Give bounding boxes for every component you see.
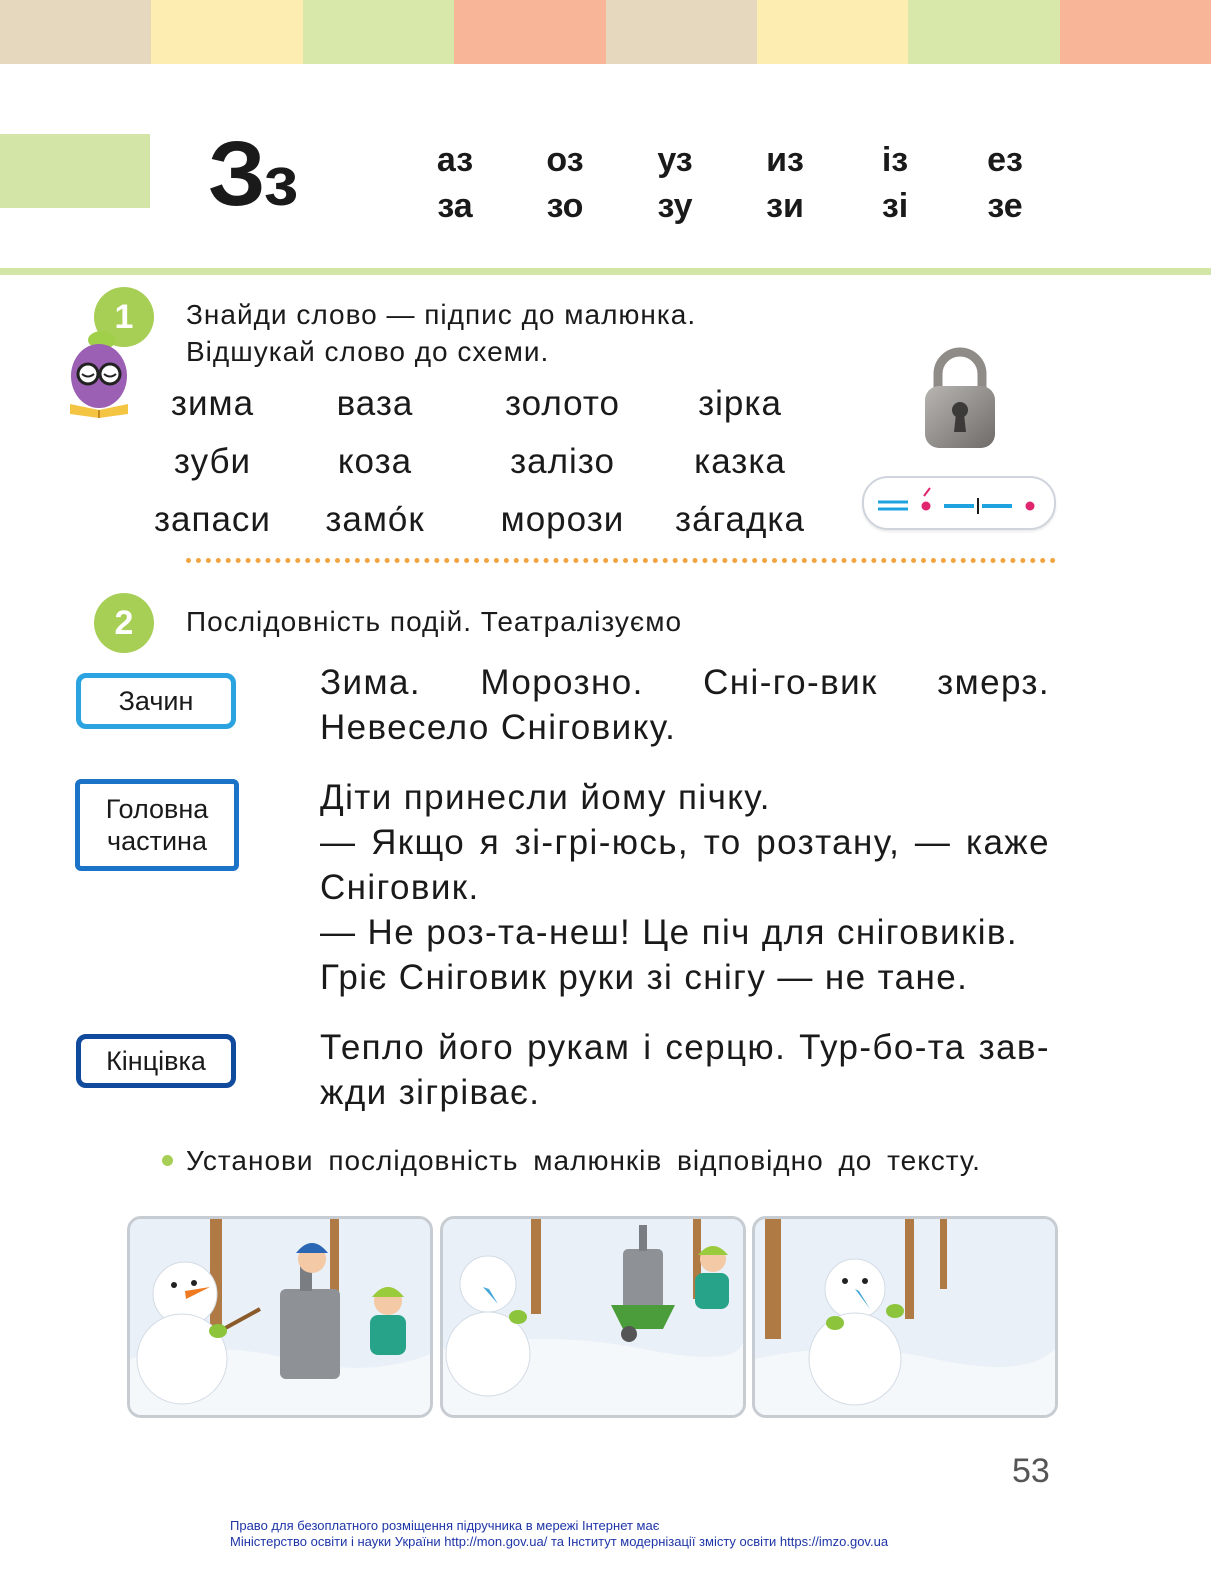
word-list [145,382,825,542]
syllable: зі [881,187,909,225]
syllable: уз [657,141,693,179]
story-text: Тепло його рукам і серцю. Тур-бо-та зав-жди зігріває. [320,1028,1050,1112]
tag-main-part [75,779,239,871]
story-paragraph-3 [262,1025,1050,1115]
stripe-segment [606,0,757,64]
sequence-task: Установи послідовність малюнків відповідно до тексту. [186,1145,981,1176]
word: морози [500,500,625,539]
word: зима [170,384,255,423]
tag-main-label-line: частина [107,826,207,856]
exercise-2-instruction: Послідовність подій. Театралізуємо [186,606,683,637]
story-text: Діти принесли йому пічку. [320,778,771,817]
word: замо́к [325,500,425,539]
syllable: зу [657,187,693,225]
story-paragraph-2 [262,775,1050,1000]
exercise-1-instruction [186,296,696,370]
stripe-segment [303,0,454,64]
section-divider-dotted [186,558,1056,563]
letter-upper: З [208,123,264,225]
stripe-segment [757,0,908,64]
owl-reading-icon [66,328,132,420]
header-green-block [0,134,150,208]
tag-start [76,673,236,729]
story-text: Зима. Морозно. Сні-го-вик змерз. Невесело Сніговику. [320,663,1050,747]
tag-start-label: Зачин [118,686,194,716]
word: золото [505,384,620,423]
padlock-icon [922,344,998,450]
footer-line: Право для безоплатного розміщення підручника в мережі Інтернет має [230,1518,660,1533]
story-paragraph-1 [262,660,1050,750]
snowman-children-stove-picture [127,1216,433,1418]
footer-line: Міністерство освіти і науки України http://mon.gov.ua/ та Інститут модернізації змісту освіти https://imzo.gov.ua [230,1534,889,1549]
syllable: ез [987,141,1023,179]
syllable: за [437,187,473,225]
lesson-letter [208,123,297,225]
tag-end-label: Кінцівка [106,1046,206,1076]
snowman-alone-picture [752,1216,1058,1418]
syllable: зо [546,187,584,225]
footer-notice [230,1518,888,1550]
stripe-segment [454,0,605,64]
syllable: із [881,141,909,179]
page-number: 53 [1012,1452,1050,1490]
tag-end [76,1034,236,1088]
word: зуби [173,442,252,481]
word: казка [694,442,786,481]
stripe-segment [908,0,1059,64]
letter-lower: з [263,142,297,220]
tag-main-label-line: Головна [105,794,209,824]
header-divider [0,268,1211,275]
stripe-segment [151,0,302,64]
boy-wheelbarrow-stove-picture [440,1216,746,1418]
word: зірка [698,384,782,423]
word: за́гадка [675,500,805,539]
syllable: зи [766,187,804,225]
syllable: из [766,141,804,179]
instruction-line: Знайди слово — підпис до малюнка. [186,299,697,330]
story-text: Гріє Сніговик руки зі снігу — не тане. [320,958,969,997]
story-text: — Не роз-та-неш! Це піч для сніговиків. [320,913,1019,952]
syllable: аз [436,141,474,179]
syllable-table [400,140,1060,226]
top-color-stripe [0,0,1211,64]
word: запаси [154,500,271,539]
exercise-1-badge: 1 [94,287,154,347]
instruction-line: Відшукай слово до схеми. [186,336,550,367]
syllable: оз [546,141,584,179]
syllable: зе [987,187,1023,225]
story-text: — Якщо я зі-грі-юсь, то розтану, — каже Сніговик. [320,823,1050,907]
exercise-2-badge: 2 [94,593,154,653]
stripe-segment [0,0,151,64]
word: ваза [336,384,414,423]
word: залізо [510,442,615,481]
stripe-segment [1060,0,1211,64]
word-scheme-icon [862,476,1056,530]
bullet-dot [162,1155,173,1166]
word: коза [337,442,413,481]
